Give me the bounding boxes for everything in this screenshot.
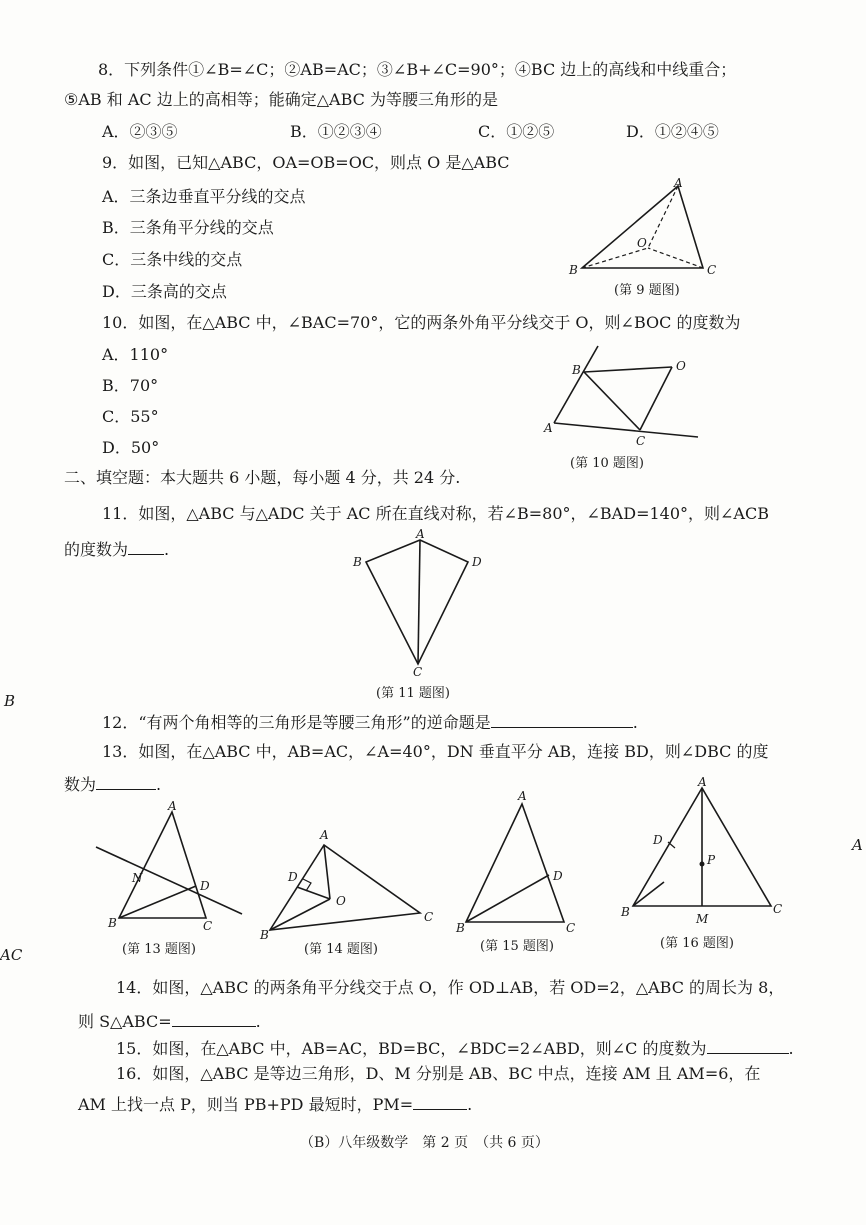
fig14-label-c: C <box>424 910 434 924</box>
q8-option-c: C．①②⑤ <box>478 122 555 141</box>
q15-text: 15．如图，在△ABC 中，AB=AC，BD=BC，∠BDC=2∠ABD，则∠C 的度数为 <box>116 1039 707 1058</box>
fig15-label-d: D <box>553 869 563 883</box>
q10-option-a: A．110° <box>102 345 169 364</box>
fig13-label-a: A <box>168 799 177 813</box>
q9-option-c: C．三条中线的交点 <box>102 250 243 269</box>
q8-option-d: D．①②④⑤ <box>626 122 719 141</box>
q15-wrap: 15．如图，在△ABC 中，AB=AC，BD=BC，∠BDC=2∠ABD，则∠C 的度数为 . <box>116 1039 794 1058</box>
fig14-label-b: B <box>260 928 269 942</box>
q13-line2: 数为 <box>64 775 97 794</box>
q13-answer-blank[interactable] <box>96 775 156 790</box>
q15-answer-blank[interactable] <box>707 1039 789 1054</box>
q8-option-a: A．②③⑤ <box>102 122 178 141</box>
q9-option-d: D．三条高的交点 <box>102 282 227 301</box>
fig14-label-d: D <box>288 870 298 884</box>
q11-label-c: C <box>413 665 423 679</box>
figure-q11 <box>345 528 495 678</box>
q16-answer-blank[interactable] <box>413 1095 467 1110</box>
q11-label-a: A <box>416 527 425 541</box>
margin-text-left-1: B <box>4 692 16 710</box>
fig14-caption: (第 14 题图) <box>304 942 378 957</box>
q14-answer-blank[interactable] <box>172 1012 256 1027</box>
q10-option-d: D．50° <box>102 438 160 457</box>
figure-q16 <box>618 775 788 926</box>
q9-stem: 9．如图，已知△ABC，OA=OB=OC，则点 O 是△ABC <box>102 153 510 172</box>
q10-caption: (第 10 题图) <box>570 456 644 471</box>
q11-line1: 11．如图，△ABC 与△ADC 关于 AC 所在直线对称，若∠B=80°，∠BAD=140°，则∠ACB <box>102 504 769 523</box>
q11-label-d: D <box>472 555 482 569</box>
q11-answer-blank[interactable] <box>128 540 164 555</box>
fig16-label-b: B <box>621 905 630 919</box>
q16-line2-wrap: AM 上找一点 P，则当 PB+PD 最短时，PM= . <box>78 1095 473 1114</box>
q9-triangle <box>582 186 703 268</box>
q10-option-c: C．55° <box>102 407 159 426</box>
q9-label-c: C <box>707 263 717 277</box>
fig13-label-c: C <box>203 919 213 933</box>
fig13-caption: (第 13 题图) <box>122 942 196 957</box>
fig14-label-a: A <box>320 828 329 842</box>
q12-wrap: 12．“有两个角相等的三角形是等腰三角形”的逆命题是 . <box>102 713 638 732</box>
fig16-label-d: D <box>653 833 663 847</box>
fig15-label-a: A <box>518 789 527 803</box>
q11-label-b: B <box>353 555 362 569</box>
fig16-label-m: M <box>696 912 709 926</box>
margin-text-left-2: AC <box>0 946 23 964</box>
q13-line2-wrap: 数为 . <box>64 775 162 794</box>
fig15-caption: (第 15 题图) <box>480 939 554 954</box>
fig13-label-b: B <box>108 916 117 930</box>
fig16-label-a: A <box>698 775 707 789</box>
q11-quad <box>366 540 468 664</box>
fig15-label-c: C <box>566 921 576 935</box>
q12-answer-blank[interactable] <box>491 713 633 728</box>
q13-line1: 13．如图，在△ABC 中，AB=AC，∠A=40°，DN 垂直平分 AB，连接 BD，则∠DBC 的度 <box>102 742 769 761</box>
q11-line2-wrap: 的度数为 . <box>64 540 170 559</box>
figure-q13 <box>92 799 252 933</box>
q9-caption: (第 9 题图) <box>614 283 680 298</box>
fig14-label-o: O <box>336 894 346 908</box>
q16-line1: 16．如图，△ABC 是等边三角形，D、M 分别是 AB、BC 中点，连接 AM 且 AM=6，在 <box>116 1064 761 1083</box>
section-2-heading: 二、填空题：本大题共 6 小题，每小题 4 分，共 24 分. <box>64 468 461 487</box>
q14-line2: 则 S△ABC= <box>78 1012 172 1031</box>
q10-label-a: A <box>544 421 553 435</box>
q9-label-a: A <box>674 176 683 190</box>
fig16-label-c: C <box>773 902 783 916</box>
q10-option-b: B．70° <box>102 376 159 395</box>
q9-label-o: O <box>637 236 647 250</box>
figure-q15 <box>452 788 592 933</box>
figure-q14 <box>260 825 440 940</box>
q9-option-a: A．三条边垂直平分线的交点 <box>102 187 306 206</box>
q9-option-b: B．三条角平分线的交点 <box>102 218 274 237</box>
q14-line2-wrap: 则 S△ABC= . <box>78 1012 261 1031</box>
fig13-label-n: N <box>132 871 143 885</box>
q11-caption: (第 11 题图) <box>376 686 450 701</box>
q11-line2: 的度数为 <box>64 540 129 559</box>
fig15-label-b: B <box>456 921 465 935</box>
q14-line1: 14．如图，△ABC 的两条角平分线交于点 O，作 OD⊥AB，若 OD=2，△ABC 的周长为 8， <box>116 978 785 997</box>
q10-label-o: O <box>676 359 686 373</box>
figure-q10 <box>540 340 710 450</box>
q10-label-b: B <box>572 363 581 377</box>
fig16-label-p: P <box>707 853 716 867</box>
q8-line1: 8．下列条件①∠B=∠C；②AB=AC；③∠B+∠C=90°；④BC 边上的高线和中线重合； <box>98 60 737 79</box>
q10-stem: 10．如图，在△ABC 中，∠BAC=70°，它的两条外角平分线交于 O，则∠BOC 的度数为 <box>102 313 741 332</box>
page-footer: （B）八年级数学 第 2 页 （共 6 页） <box>300 1135 549 1151</box>
fig13-label-d: D <box>200 879 210 893</box>
q8-option-b: B．①②③④ <box>290 122 382 141</box>
margin-text-right-1: A <box>852 836 863 854</box>
q16-line2: AM 上找一点 P，则当 PB+PD 最短时，PM= <box>78 1095 414 1114</box>
q10-label-c: C <box>636 434 646 448</box>
figure-q9 <box>560 175 730 275</box>
q12-text: 12．“有两个角相等的三角形是等腰三角形”的逆命题是 <box>102 713 491 732</box>
fig16-caption: (第 16 题图) <box>660 936 734 951</box>
q8-line2: ⑤AB 和 AC 边上的高相等；能确定△ABC 为等腰三角形的是 <box>64 90 498 109</box>
q9-label-b: B <box>569 263 578 277</box>
